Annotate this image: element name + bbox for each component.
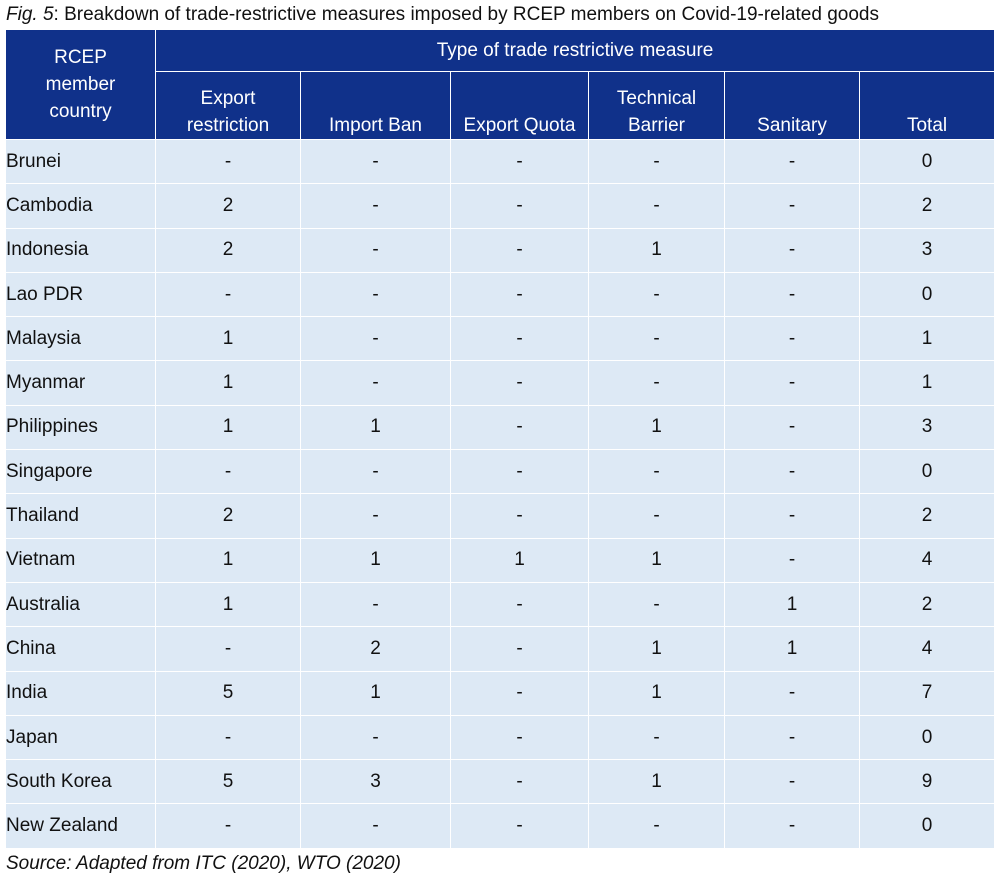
country-cell: Malaysia [6,317,156,361]
export-restriction-cell: - [156,140,301,184]
sanitary-cell: - [725,184,860,228]
measures-table [5,29,995,849]
table-row [6,450,995,494]
country-cell: Vietnam [6,538,156,582]
technical-barrier-cell: 1 [589,671,725,715]
technical-barrier-cell: - [589,582,725,626]
total-cell: 4 [860,538,995,582]
total-cell: 3 [860,405,995,449]
country-cell: New Zealand [6,804,156,848]
export-restriction-cell: 1 [156,538,301,582]
sanitary-cell: 1 [725,627,860,671]
import-ban-cell: - [301,317,451,361]
table-row [6,582,995,626]
technical-barrier-cell: - [589,140,725,184]
export-quota-cell: - [451,627,589,671]
figure-caption [6,3,879,27]
country-cell: Australia [6,582,156,626]
sanitary-cell: - [725,715,860,759]
technical-barrier-cell: 1 [589,760,725,804]
export-quota-cell: - [451,184,589,228]
country-cell: Indonesia [6,228,156,272]
export-quota-cell: - [451,228,589,272]
column-header-total [860,72,995,140]
column-header-import-ban [301,72,451,140]
import-ban-cell: 3 [301,760,451,804]
export-restriction-cell: 5 [156,760,301,804]
country-cell: South Korea [6,760,156,804]
import-ban-cell: - [301,494,451,538]
total-cell: 7 [860,671,995,715]
sanitary-cell: - [725,228,860,272]
table-row [6,760,995,804]
export-restriction-cell: - [156,715,301,759]
sanitary-cell: - [725,361,860,405]
column-header-line: Sanitary [757,115,827,136]
import-ban-cell: - [301,228,451,272]
import-ban-cell: - [301,450,451,494]
total-cell: 2 [860,184,995,228]
sanitary-cell: - [725,494,860,538]
total-cell: 0 [860,140,995,184]
country-cell: India [6,671,156,715]
export-quota-cell: - [451,317,589,361]
total-cell: 3 [860,228,995,272]
column-header-technical-barrier [589,72,725,140]
measure-type-group-header: Type of trade restrictive measure [156,30,995,72]
column-header-line: Export [200,88,256,109]
country-header-line: country [49,101,112,122]
export-restriction-cell: 2 [156,494,301,538]
sanitary-cell: - [725,272,860,316]
table-row [6,538,995,582]
technical-barrier-cell: - [589,450,725,494]
technical-barrier-cell: - [589,317,725,361]
export-restriction-cell: 2 [156,228,301,272]
export-restriction-cell: 2 [156,184,301,228]
export-quota-cell: - [451,361,589,405]
technical-barrier-cell: - [589,184,725,228]
country-cell: Myanmar [6,361,156,405]
table-row [6,405,995,449]
column-header-line: Import Ban [329,115,422,136]
export-quota-cell: - [451,804,589,848]
column-header-line: Export Quota [463,115,576,136]
table-body [6,140,995,849]
technical-barrier-cell: 1 [589,538,725,582]
export-restriction-cell: 5 [156,671,301,715]
import-ban-cell: - [301,140,451,184]
sanitary-cell: - [725,760,860,804]
total-cell: 0 [860,804,995,848]
country-cell: Thailand [6,494,156,538]
export-restriction-cell: 1 [156,582,301,626]
technical-barrier-cell: 1 [589,405,725,449]
import-ban-cell: - [301,582,451,626]
sanitary-cell: - [725,538,860,582]
figure-label: Fig. 5 [6,4,54,25]
sanitary-cell: - [725,317,860,361]
import-ban-cell: 1 [301,538,451,582]
total-cell: 0 [860,272,995,316]
export-quota-cell: - [451,760,589,804]
export-restriction-cell: 1 [156,317,301,361]
import-ban-cell: 1 [301,671,451,715]
table-row [6,715,995,759]
figure-title: : Breakdown of trade-restrictive measures imposed by RCEP members on Covid-19-related goods [53,4,879,25]
table-row [6,140,995,184]
total-cell: 0 [860,450,995,494]
table-row [6,804,995,848]
source-note: Source: Adapted from ITC (2020), WTO (2020) [6,853,401,874]
technical-barrier-cell: - [589,494,725,538]
total-cell: 0 [860,715,995,759]
country-header-line: RCEP [54,47,107,68]
column-header-export-quota [451,72,589,140]
technical-barrier-cell: - [589,361,725,405]
technical-barrier-cell: 1 [589,627,725,671]
country-cell: Lao PDR [6,272,156,316]
column-header-export-restriction [156,72,301,140]
technical-barrier-cell: 1 [589,228,725,272]
export-quota-cell: - [451,582,589,626]
total-cell: 1 [860,361,995,405]
country-header-line: member [45,74,116,95]
export-quota-cell: - [451,140,589,184]
technical-barrier-cell: - [589,272,725,316]
export-restriction-cell: - [156,627,301,671]
country-cell: Brunei [6,140,156,184]
country-cell: Philippines [6,405,156,449]
total-cell: 4 [860,627,995,671]
export-quota-cell: - [451,405,589,449]
export-quota-cell: - [451,450,589,494]
table-row [6,627,995,671]
total-cell: 2 [860,582,995,626]
import-ban-cell: 1 [301,405,451,449]
country-cell: Cambodia [6,184,156,228]
export-restriction-cell: 1 [156,361,301,405]
table-row [6,494,995,538]
export-restriction-cell: - [156,450,301,494]
column-header-line: restriction [186,115,270,136]
sanitary-cell: - [725,140,860,184]
table-row [6,671,995,715]
country-cell: China [6,627,156,671]
import-ban-cell: - [301,184,451,228]
total-cell: 1 [860,317,995,361]
sanitary-cell: - [725,671,860,715]
sanitary-cell: - [725,804,860,848]
import-ban-cell: - [301,361,451,405]
export-restriction-cell: - [156,804,301,848]
column-header-sanitary [725,72,860,140]
import-ban-cell: - [301,715,451,759]
export-quota-cell: - [451,671,589,715]
technical-barrier-cell: - [589,804,725,848]
column-header-line: Technical [616,88,697,109]
column-header-line: Total [906,115,948,136]
import-ban-cell: - [301,272,451,316]
import-ban-cell: - [301,804,451,848]
export-restriction-cell: 1 [156,405,301,449]
export-quota-cell: - [451,494,589,538]
table-row [6,317,995,361]
country-column-header [6,30,156,140]
sanitary-cell: 1 [725,582,860,626]
export-quota-cell: - [451,715,589,759]
country-cell: Singapore [6,450,156,494]
total-cell: 9 [860,760,995,804]
table-row [6,272,995,316]
column-header-line: Barrier [627,115,685,136]
export-quota-cell: 1 [451,538,589,582]
total-cell: 2 [860,494,995,538]
export-restriction-cell: - [156,272,301,316]
table-row [6,184,995,228]
sanitary-cell: - [725,450,860,494]
import-ban-cell: 2 [301,627,451,671]
technical-barrier-cell: - [589,715,725,759]
table-row [6,361,995,405]
sanitary-cell: - [725,405,860,449]
country-cell: Japan [6,715,156,759]
table-row [6,228,995,272]
export-quota-cell: - [451,272,589,316]
